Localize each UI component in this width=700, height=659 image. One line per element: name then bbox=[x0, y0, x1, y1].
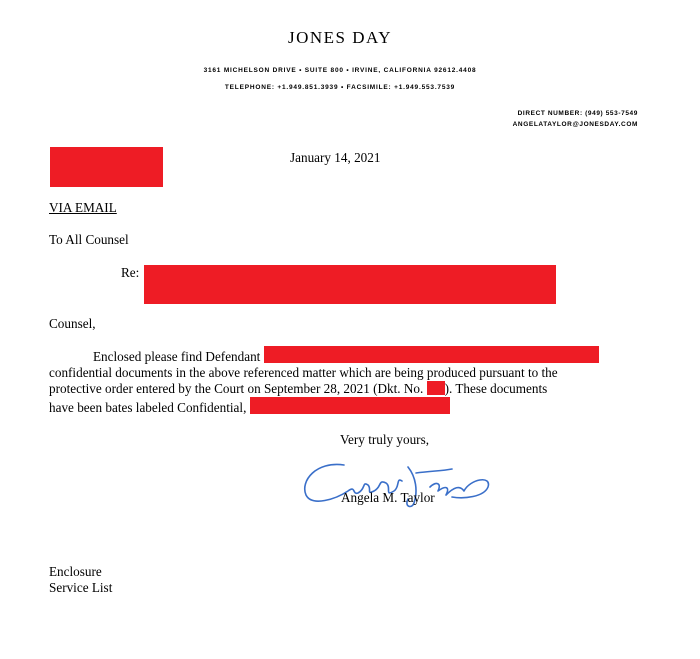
delivery-method: VIA EMAIL bbox=[49, 200, 117, 215]
paragraph-text-3a: protective order entered by the Court on September 28, 2021 (Dkt. No. bbox=[49, 381, 424, 396]
paragraph-line-3 bbox=[49, 381, 635, 397]
paragraph-line-4 bbox=[49, 397, 635, 416]
redacted-docket-number bbox=[427, 381, 445, 395]
paragraph-line-1 bbox=[49, 346, 635, 365]
direct-number: DIRECT NUMBER: (949) 553-7549 bbox=[517, 110, 638, 117]
firm-phone-fax: TELEPHONE: +1.949.851.3939 • FACSIMILE: +1.949.553.7539 bbox=[224, 84, 456, 91]
redacted-bates-range bbox=[250, 397, 450, 414]
recipient-line: To All Counsel bbox=[49, 232, 129, 247]
salutation: Counsel, bbox=[49, 316, 96, 331]
closing: Very truly yours, bbox=[340, 432, 430, 447]
body-paragraph bbox=[49, 346, 635, 416]
re-label: Re: bbox=[121, 265, 140, 280]
paragraph-text-3b: ). These documents bbox=[444, 381, 548, 396]
redacted-defendant-name bbox=[264, 346, 599, 363]
redacted-addressee bbox=[50, 147, 163, 187]
service-list-label: Service List bbox=[49, 580, 113, 595]
paragraph-line-2: confidential documents in the above referenced matter which are being produced pursuant to the bbox=[49, 365, 558, 380]
letter-date: January 14, 2021 bbox=[290, 150, 381, 165]
paragraph-text-1: Enclosed please find Defendant bbox=[93, 349, 261, 364]
author-email: ANGELATAYLOR@JONESDAY.COM bbox=[512, 121, 638, 128]
enclosure-label: Enclosure bbox=[49, 564, 102, 579]
firm-address: 3161 MICHELSON DRIVE • SUITE 800 • IRVINE, CALIFORNIA 92612.4408 bbox=[203, 67, 477, 74]
firm-name: JONES DAY bbox=[287, 28, 393, 47]
redacted-case-caption bbox=[144, 265, 556, 304]
paragraph-text-4: have been bates labeled Confidential, bbox=[49, 400, 247, 415]
signatory-name: Angela M. Taylor bbox=[341, 490, 435, 505]
